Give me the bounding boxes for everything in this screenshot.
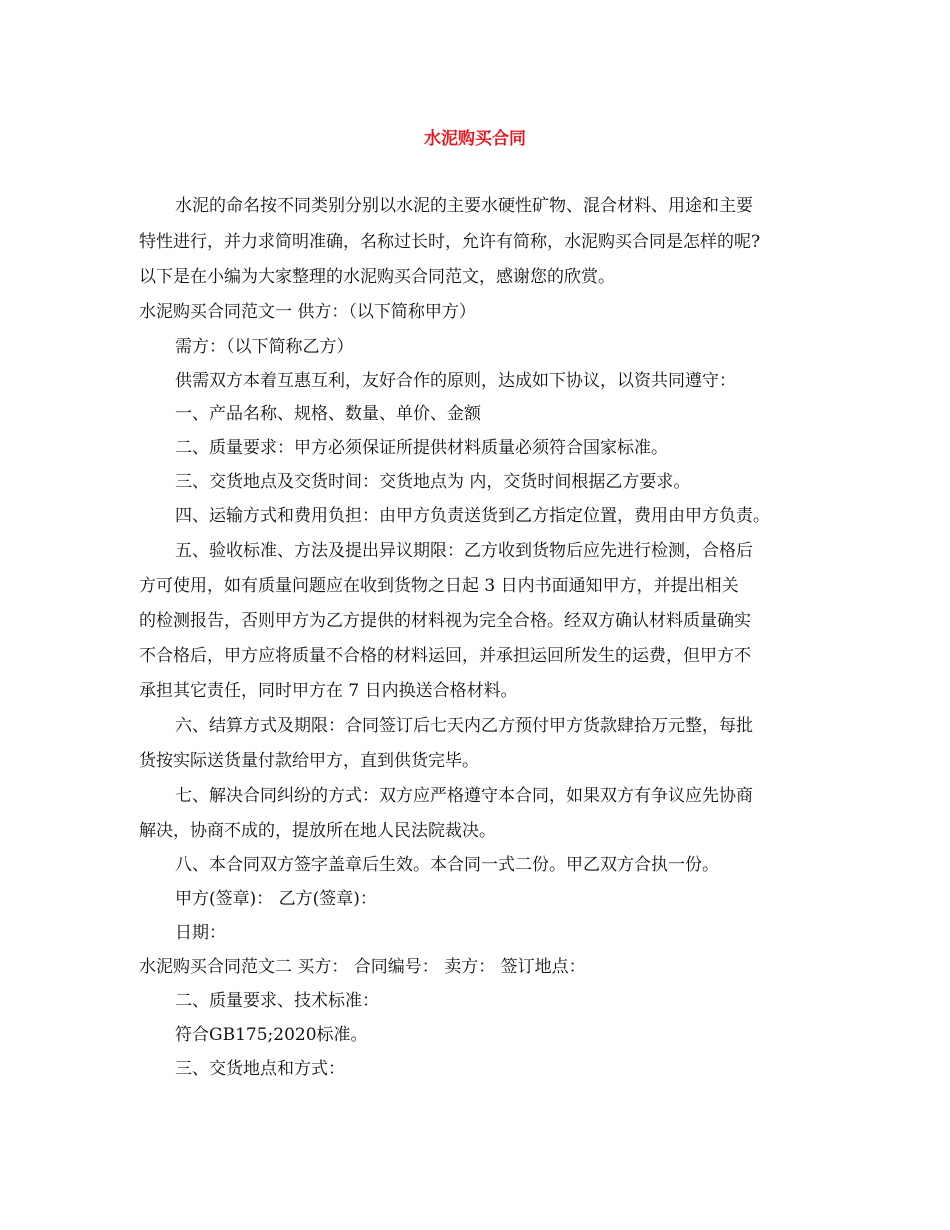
section-heading-line: 水泥购买合同范文二 买方： 合同编号： 卖方： 签订地点： — [139, 957, 586, 977]
clause-line: 五、验收标准、方法及提出异议期限：乙方收到货物后应先进行检测，合格后 — [175, 541, 753, 561]
clause-line: 六、结算方式及期限：合同签订后七天内乙方预付甲方货款肆拾万元整，每批 — [175, 716, 753, 736]
paragraph-line: 水泥的命名按不同类别分别以水泥的主要水硬性矿物、混合材料、用途和主要 — [175, 196, 753, 216]
clause-line: 四、运输方式和费用负担：由甲方负责送货到乙方指定位置，费用由甲方负责。 — [175, 506, 770, 526]
paragraph-line: 解决，协商不成的，提放所在地人民法院裁决。 — [139, 821, 496, 841]
signature-line: 甲方(签章)： 乙方(签章)： — [175, 889, 377, 909]
paragraph-line: 特性进行，并力求简明准确，名称过长时，允许有简称，水泥购买合同是怎样的呢? — [139, 232, 761, 252]
paragraph-line: 不合格后，甲方应将质量不合格的材料运回，并承担运回所发生的运费，但甲方不 — [139, 646, 751, 666]
paragraph-line: 符合GB175;2020标准。 — [175, 1025, 368, 1045]
paragraph-line: 方可使用，如有质量问题应在收到货物之日起 3 日内书面通知甲方，并提出相关 — [139, 576, 739, 596]
clause-line: 二、质量要求、技术标准： — [175, 991, 379, 1011]
clause-line: 三、交货地点及交货时间：交货地点为 内，交货时间根据乙方要求。 — [175, 472, 691, 492]
paragraph-line: 需方：（以下简称乙方） — [175, 337, 354, 357]
paragraph-line: 供需双方本着互惠互利，友好合作的原则，达成如下协议，以资共同遵守： — [175, 371, 736, 391]
clause-line: 二、质量要求：甲方必须保证所提供材料质量必须符合国家标准。 — [175, 438, 668, 458]
paragraph-line: 承担其它责任，同时甲方在 7 日内换送合格材料。 — [139, 681, 518, 701]
paragraph-line: 以下是在小编为大家整理的水泥购买合同范文，感谢您的欣赏。 — [139, 267, 615, 287]
section-heading-line: 水泥购买合同范文一 供方：（以下简称甲方） — [139, 302, 476, 322]
paragraph-line: 货按实际送货量付款给甲方，直到供货完毕。 — [139, 751, 479, 771]
clause-line: 七、解决合同纠纷的方式：双方应严格遵守本合同，如果双方有争议应先协商 — [175, 786, 753, 806]
date-line: 日期： — [175, 923, 226, 943]
clause-line: 八、本合同双方签字盖章后生效。本合同一式二份。甲乙双方合执一份。 — [175, 855, 719, 875]
document-title: 水泥购买合同 — [424, 129, 526, 149]
paragraph-line: 的检测报告，否则甲方为乙方提供的材料视为完全合格。经双方确认材料质量确实 — [139, 611, 751, 631]
clause-line: 一、产品名称、规格、数量、单价、金额 — [175, 404, 481, 424]
clause-line: 三、交货地点和方式： — [175, 1059, 345, 1079]
